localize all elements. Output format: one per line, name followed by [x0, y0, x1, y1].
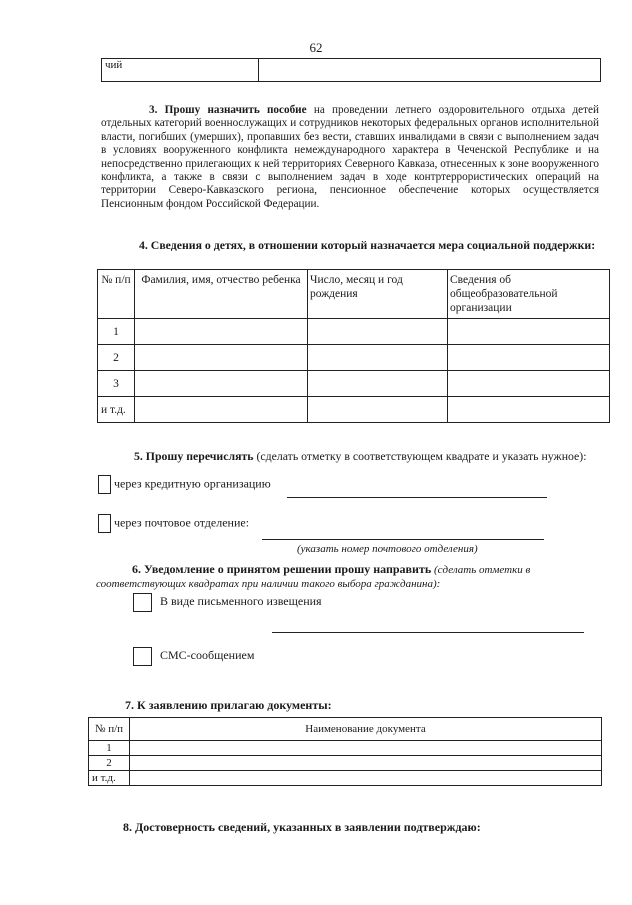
- doc-row-number: 2: [89, 756, 130, 771]
- table-row: [89, 771, 602, 786]
- col-full-name: Фамилия, имя, отчество ребенка: [135, 270, 308, 319]
- written-notice-checkbox[interactable]: [133, 593, 152, 612]
- birth-date-cell[interactable]: [308, 371, 448, 397]
- top-table-empty-cell: [259, 59, 601, 82]
- sms-checkbox[interactable]: [133, 647, 152, 666]
- children-table-header: [98, 270, 610, 319]
- credit-org-input-line[interactable]: [287, 497, 547, 498]
- section-3-paragraph: [101, 104, 599, 211]
- doc-name-cell[interactable]: [130, 771, 602, 786]
- birth-date-cell[interactable]: [308, 397, 448, 423]
- option-sms: [133, 647, 254, 666]
- section-3-number: 3.: [149, 104, 158, 116]
- row-number: 3: [98, 371, 135, 397]
- sms-label: СМС-сообщением: [160, 648, 255, 663]
- credit-org-checkbox[interactable]: [98, 475, 111, 494]
- section-4-heading: 4. Сведения о детях, в отношении который назначается мера социальной поддержки:: [139, 238, 596, 252]
- birth-date-cell[interactable]: [308, 319, 448, 345]
- written-notice-label: В виде письменного извещения: [160, 594, 322, 609]
- table-row: [98, 371, 610, 397]
- table-row: [98, 397, 610, 423]
- post-office-input-line[interactable]: [262, 539, 544, 540]
- row-number: 2: [98, 345, 135, 371]
- section-3-lead: Прошу назначить пособие: [164, 104, 307, 116]
- section-5-paragraph: [96, 449, 596, 463]
- documents-table: [88, 717, 602, 786]
- section-5-lead: 5. Прошу перечислять: [134, 449, 254, 463]
- page-number: 62: [309, 40, 323, 55]
- table-row: [98, 345, 610, 371]
- school-cell[interactable]: [448, 397, 610, 423]
- written-notice-input-line[interactable]: [272, 632, 584, 633]
- row-number: и т.д.: [98, 397, 135, 423]
- top-table-cell: чий: [102, 59, 259, 82]
- full-name-cell[interactable]: [135, 397, 308, 423]
- section-5-text: (сделать отметку в соответствующем квадрате и указать нужное):: [256, 449, 587, 463]
- doc-col-number: № п/п: [89, 718, 130, 741]
- post-office-hint: (указать номер почтового отделения): [297, 543, 478, 555]
- doc-row-number: и т.д.: [89, 771, 130, 786]
- section-6-paragraph: [96, 562, 596, 591]
- doc-name-cell[interactable]: [130, 756, 602, 771]
- section-8-heading: 8. Достоверность сведений, указанных в заявлении подтверждаю:: [123, 820, 481, 834]
- post-office-checkbox[interactable]: [98, 514, 111, 533]
- school-cell[interactable]: [448, 345, 610, 371]
- birth-date-cell[interactable]: [308, 345, 448, 371]
- credit-org-label: через кредитную организацию: [114, 476, 271, 491]
- doc-row-number: 1: [89, 741, 130, 756]
- option-post-office: [98, 514, 249, 533]
- school-cell[interactable]: [448, 371, 610, 397]
- full-name-cell[interactable]: [135, 345, 308, 371]
- top-table-fragment: [101, 58, 601, 82]
- documents-table-header: [89, 718, 602, 741]
- col-number: № п/п: [98, 270, 135, 319]
- school-cell[interactable]: [448, 319, 610, 345]
- full-name-cell[interactable]: [135, 319, 308, 345]
- col-birth-date: Число, месяц и год рождения: [308, 270, 448, 319]
- full-name-cell[interactable]: [135, 371, 308, 397]
- option-credit-org: [98, 475, 271, 494]
- row-number: 1: [98, 319, 135, 345]
- section-6-lead: 6. Уведомление о принятом решении прошу направить: [132, 562, 432, 576]
- post-office-label: через почтовое отделение:: [114, 515, 250, 530]
- option-written-notice: [133, 593, 322, 612]
- col-school: Сведения об общеобразовательной организации: [448, 270, 610, 319]
- table-row: [89, 741, 602, 756]
- table-row: [98, 319, 610, 345]
- section-3-text: на проведении летнего оздоровительного отдыха детей отдельных категорий военнослужащих и сотрудников некоторых федеральных органов исполнительной власти, погибших (умерших), пропавших без вести, ставших инвалидами в связи с выполнением задач в условиях вооруженного конфликта немеждународного характера в Чеченской Республике и на непосредственно прилегающих к ней территориях Северного Кавказа, отнесенных к зоне вооруженного конфликта, а также в связи с выполнением задач в ходе контртеррористических операций на территории Северо-Кавказского региона, пенсионное обеспечение которых осуществляется Пенсионным фондом Российской Федерации.: [101, 104, 599, 210]
- section-6-hint: (сделать отметки в соответствующих квадратах при наличии такого выбора гражданина):: [96, 564, 531, 590]
- children-table: [97, 269, 610, 423]
- section-7-heading: 7. К заявлению прилагаю документы:: [125, 698, 332, 712]
- table-row: [89, 756, 602, 771]
- doc-col-name: Наименование документа: [130, 718, 602, 741]
- doc-name-cell[interactable]: [130, 741, 602, 756]
